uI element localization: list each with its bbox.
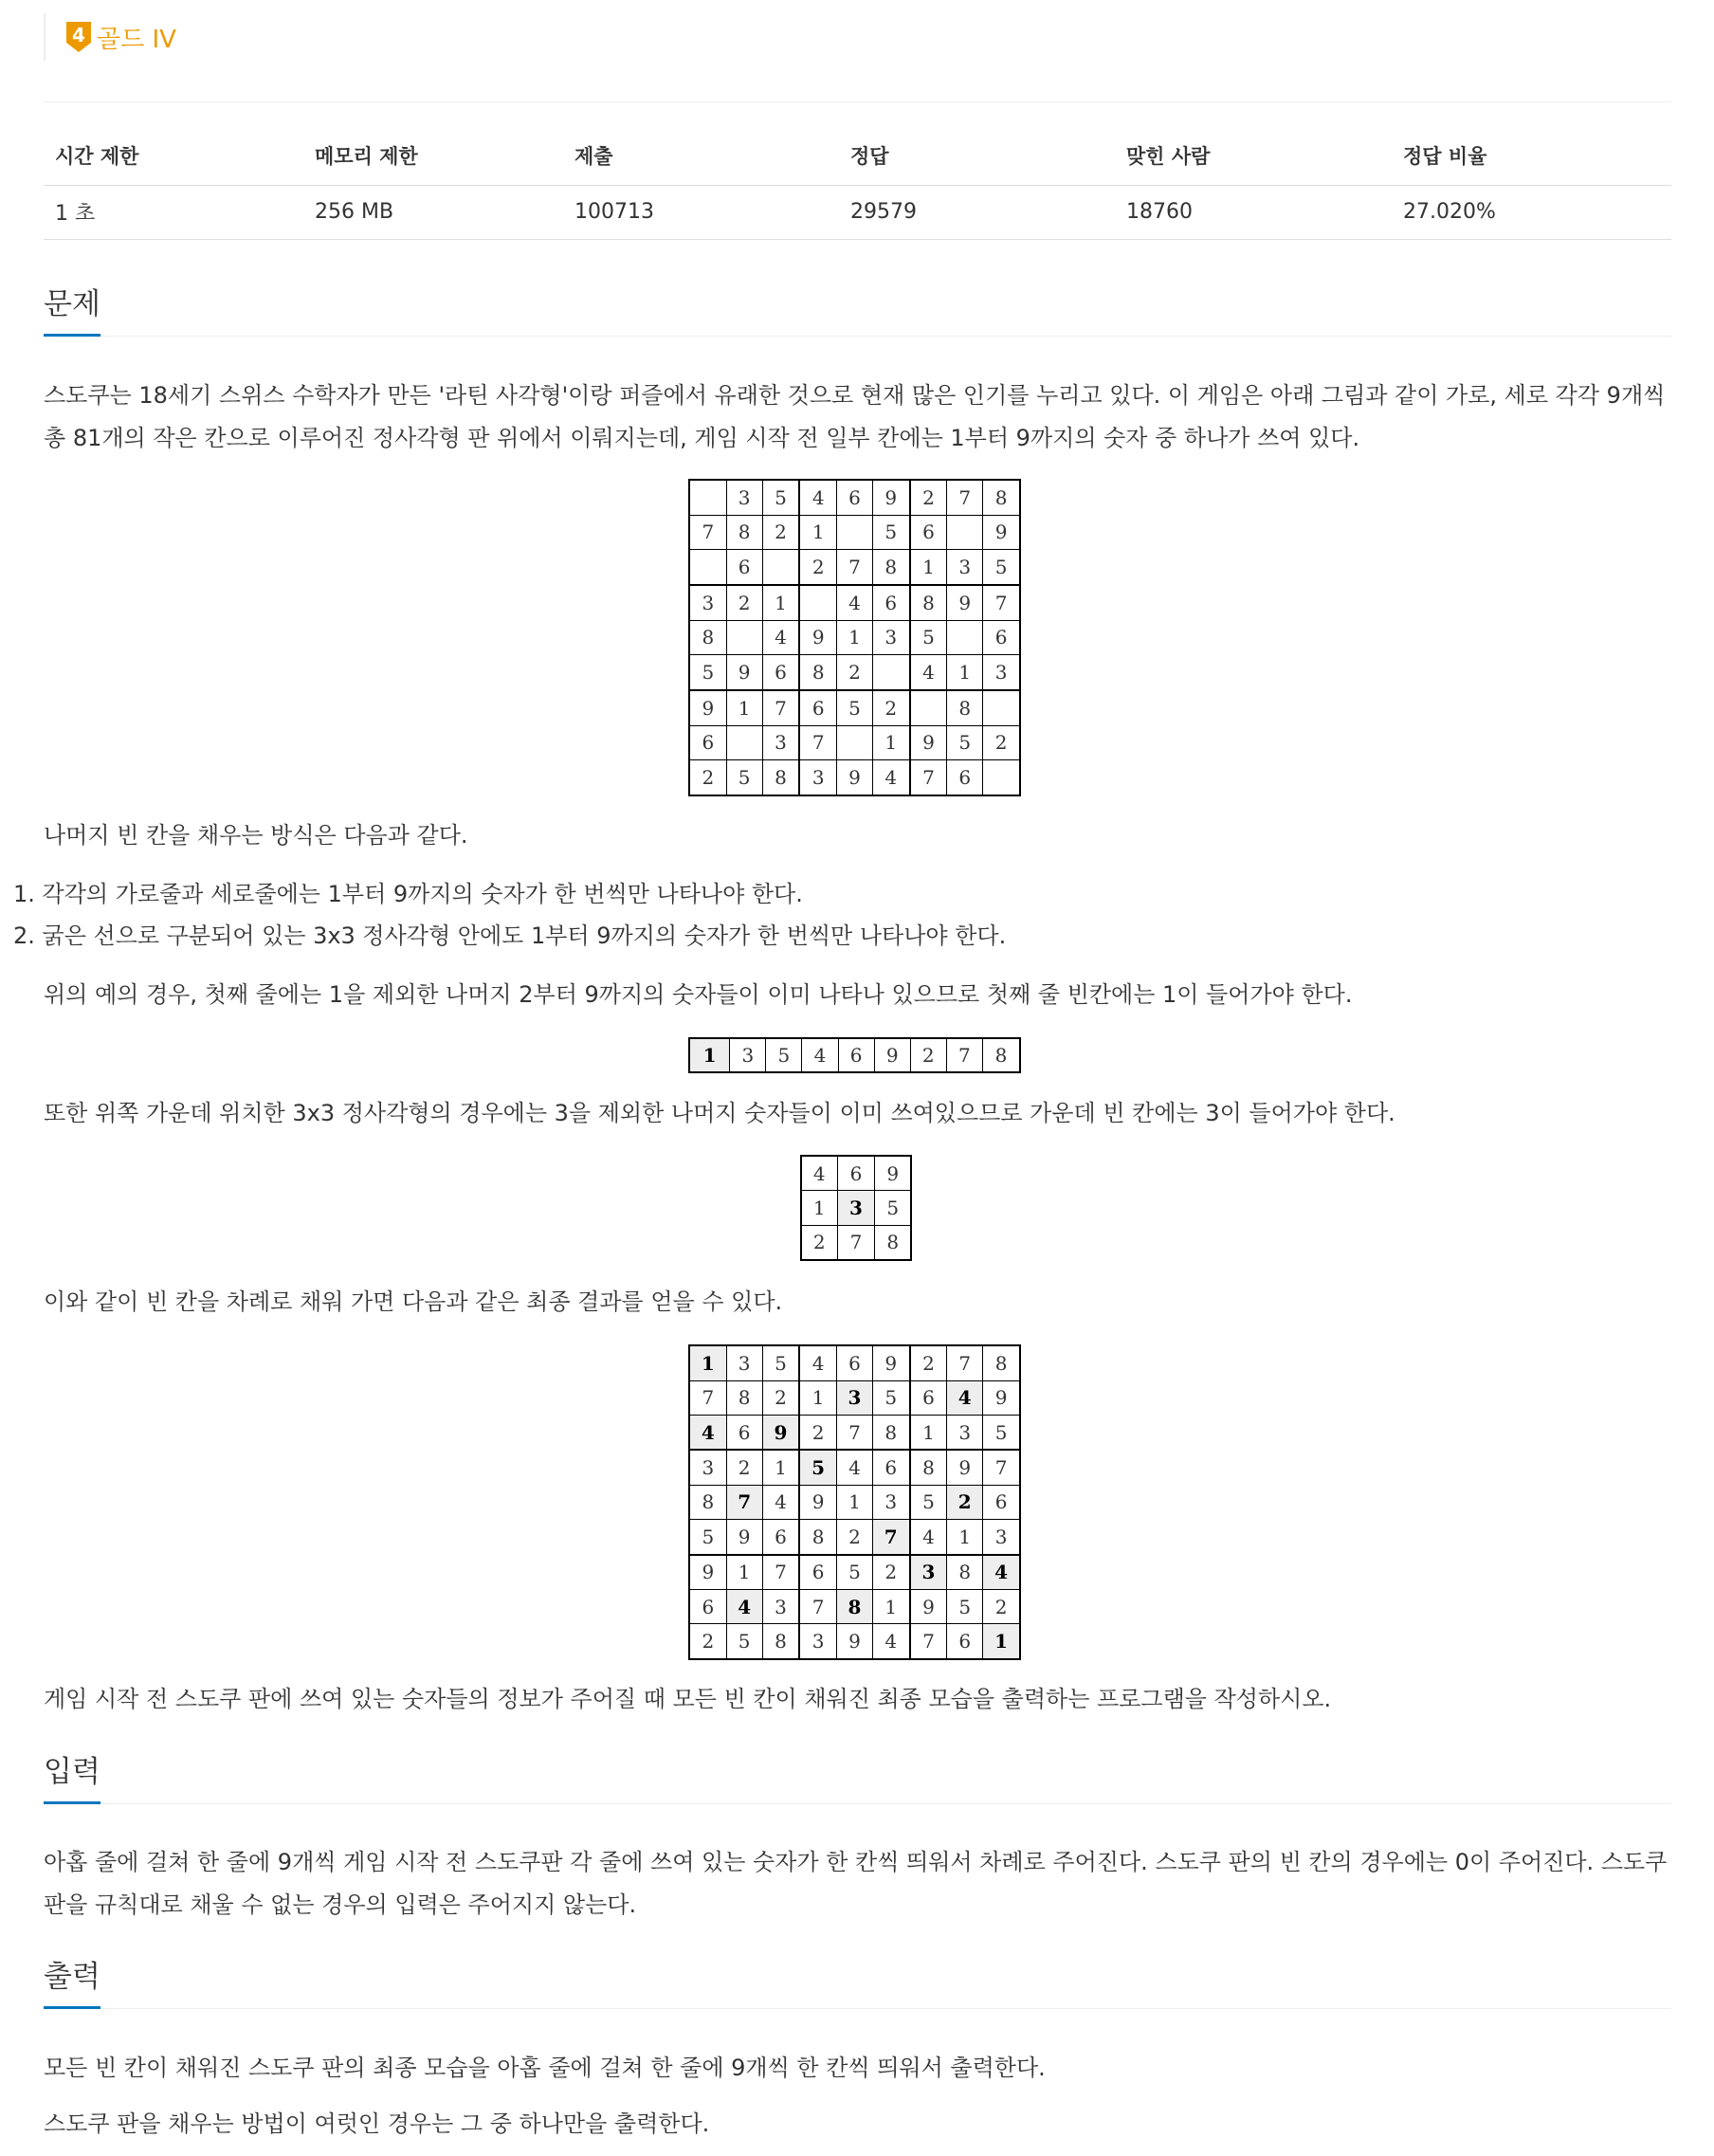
grid-cell <box>689 480 726 515</box>
grid-row <box>689 1485 1020 1519</box>
grid-cell: 7 <box>910 760 947 795</box>
grid-cell: 4 <box>910 1520 947 1555</box>
grid-cell: 7 <box>762 1555 799 1590</box>
stats-solvers[interactable]: 18760 <box>1115 185 1392 239</box>
stats-time-limit: 1 초 <box>44 185 303 239</box>
grid-cell: 5 <box>872 515 909 550</box>
grid-row <box>689 1038 1020 1072</box>
grid-cell: 8 <box>689 620 726 655</box>
grid-cell: 4 <box>910 655 947 690</box>
grid-row <box>689 1520 1020 1555</box>
grid-cell: 1 <box>689 1345 726 1380</box>
grid-cell: 1 <box>872 725 909 760</box>
grid-cell: 5 <box>762 1345 799 1380</box>
grid-cell: 7 <box>946 1038 982 1072</box>
grid-cell: 4 <box>689 1415 726 1450</box>
input-description: 아홉 줄에 걸쳐 한 줄에 9개씩 게임 시작 전 스도쿠판 각 줄에 쓰여 있는 숫자가 한 칸씩 띄워서 차례로 주어진다. 스도쿠 판의 빈 칸의 경우에는 0이 주어진다. 스도쿠 판을 규칙대로 채울 수 없는 경우의 입력은 주어지지 않는다. <box>44 1849 1668 1918</box>
input-section-header <box>44 1752 1671 1804</box>
gold-tier-icon: 4 <box>66 22 91 52</box>
grid-row <box>689 515 1020 550</box>
grid-cell <box>837 515 873 550</box>
grid-cell: 3 <box>726 480 762 515</box>
grid-cell: 3 <box>799 760 836 795</box>
grid-cell: 7 <box>836 1415 872 1450</box>
grid-row <box>689 760 1020 795</box>
grid-cell: 5 <box>836 1555 872 1590</box>
grid-cell: 9 <box>983 515 1020 550</box>
grid-cell: 2 <box>836 1520 872 1555</box>
grid-cell: 6 <box>689 1590 726 1624</box>
grid-cell: 4 <box>983 1555 1020 1590</box>
grid-cell: 4 <box>762 620 799 655</box>
grid-cell: 3 <box>872 1485 909 1519</box>
grid-cell: 2 <box>983 1590 1020 1624</box>
grid-cell: 6 <box>726 550 762 585</box>
grid-cell <box>910 690 947 725</box>
stats-memory-limit: 256 MB <box>303 185 563 239</box>
grid-cell: 3 <box>730 1038 766 1072</box>
section-title-output: 출력 <box>44 1957 100 2009</box>
grid-cell: 7 <box>983 585 1020 620</box>
grid-cell: 7 <box>726 1485 762 1519</box>
grid-cell: 5 <box>910 1485 947 1519</box>
grid-cell: 2 <box>689 760 726 795</box>
grid-cell: 1 <box>801 1191 837 1225</box>
grid-cell: 9 <box>947 585 983 620</box>
grid-cell: 9 <box>910 725 947 760</box>
grid-cell: 6 <box>872 1450 909 1485</box>
grid-cell: 6 <box>689 725 726 760</box>
grid-cell: 6 <box>762 1520 799 1555</box>
grid-cell: 2 <box>910 1038 946 1072</box>
grid-cell: 4 <box>801 1156 837 1191</box>
grid-row <box>689 1555 1020 1590</box>
grid-cell: 5 <box>689 655 726 690</box>
grid-cell: 6 <box>762 655 799 690</box>
grid-cell: 8 <box>875 1225 911 1260</box>
grid-cell: 2 <box>983 725 1020 760</box>
grid-cell: 6 <box>910 515 947 550</box>
grid-cell: 8 <box>762 1624 799 1659</box>
grid-cell: 6 <box>910 1380 947 1415</box>
grid-cell: 1 <box>726 690 762 725</box>
grid-cell: 8 <box>762 760 799 795</box>
grid-cell: 6 <box>872 585 909 620</box>
output-section-header <box>44 1957 1671 2009</box>
grid-cell: 3 <box>910 1555 947 1590</box>
grid-cell: 4 <box>836 1450 872 1485</box>
grid-cell: 5 <box>766 1038 802 1072</box>
grid-cell: 3 <box>983 655 1020 690</box>
grid-cell: 3 <box>689 585 726 620</box>
grid-cell: 8 <box>799 1520 836 1555</box>
grid-row <box>689 550 1020 585</box>
tier-label: 골드 IV <box>97 25 176 54</box>
grid-cell: 9 <box>689 690 726 725</box>
grid-row <box>689 690 1020 725</box>
grid-cell: 6 <box>947 760 983 795</box>
grid-cell: 3 <box>947 1415 983 1450</box>
sudoku-solution-grid <box>688 1344 1021 1660</box>
problem-paragraph-rules-intro: 나머지 빈 칸을 채우는 방식은 다음과 같다. <box>44 822 468 849</box>
grid-row <box>801 1156 911 1191</box>
grid-cell: 8 <box>982 1038 1020 1072</box>
grid-row <box>689 1590 1020 1624</box>
grid-cell: 8 <box>947 1555 983 1590</box>
output-description: 모든 빈 칸이 채워진 스도쿠 판의 최종 모습을 아홉 줄에 걸쳐 한 줄에 9개씩 한 칸씩 띄워서 출력한다. <box>44 2055 1046 2081</box>
grid-row <box>689 725 1020 760</box>
grid-cell <box>983 690 1020 725</box>
grid-cell: 6 <box>838 1038 874 1072</box>
grid-cell: 7 <box>837 1225 875 1260</box>
problem-stats-table <box>44 127 1671 240</box>
grid-cell: 8 <box>910 585 947 620</box>
grid-cell: 1 <box>872 1590 909 1624</box>
grid-cell: 8 <box>983 1345 1020 1380</box>
grid-cell: 6 <box>947 1624 983 1659</box>
tier-badge[interactable] <box>44 13 176 61</box>
rule-item: 1. 각각의 가로줄과 세로줄에는 1부터 9까지의 숫자가 한 번씩만 나타나야 한다. <box>13 881 803 907</box>
rules-list <box>13 873 1682 957</box>
problem-paragraph-solution-intro: 이와 같이 빈 칸을 차례로 채워 가면 다음과 같은 최종 결과를 얻을 수 있다. <box>44 1288 783 1315</box>
grid-cell: 3 <box>983 1520 1020 1555</box>
grid-cell: 1 <box>947 1520 983 1555</box>
grid-row <box>689 1415 1020 1450</box>
grid-cell: 8 <box>910 1450 947 1485</box>
grid-cell: 5 <box>689 1520 726 1555</box>
stats-header-submissions: 제출 <box>563 127 839 185</box>
grid-cell: 3 <box>799 1624 836 1659</box>
grid-cell: 9 <box>983 1380 1020 1415</box>
grid-cell: 7 <box>947 480 983 515</box>
grid-cell: 5 <box>726 760 762 795</box>
grid-cell: 3 <box>689 1450 726 1485</box>
grid-cell: 9 <box>689 1555 726 1590</box>
grid-cell: 2 <box>910 480 947 515</box>
grid-cell <box>799 585 836 620</box>
sudoku-row-example <box>688 1037 1021 1073</box>
grid-cell: 6 <box>983 1485 1020 1519</box>
grid-cell: 9 <box>947 1450 983 1485</box>
grid-cell: 4 <box>762 1485 799 1519</box>
grid-cell <box>837 725 873 760</box>
grid-cell: 2 <box>872 1555 909 1590</box>
grid-cell: 5 <box>983 1415 1020 1450</box>
stats-header-solvers: 맞힌 사람 <box>1115 127 1392 185</box>
grid-cell: 1 <box>689 1038 730 1072</box>
grid-cell: 4 <box>872 1624 909 1659</box>
grid-cell: 7 <box>799 1590 836 1624</box>
grid-cell: 9 <box>872 1345 909 1380</box>
grid-cell: 8 <box>689 1485 726 1519</box>
grid-cell: 3 <box>762 1590 799 1624</box>
grid-row <box>689 1345 1020 1380</box>
problem-paragraph-row-example: 위의 예의 경우, 첫째 줄에는 1을 제외한 나머지 2부터 9까지의 숫자들이 이미 나타나 있으므로 첫째 줄 빈칸에는 1이 들어가야 한다. <box>44 981 1353 1008</box>
grid-cell: 7 <box>983 1450 1020 1485</box>
grid-cell: 5 <box>947 725 983 760</box>
grid-cell: 4 <box>726 1590 762 1624</box>
problem-section-header <box>44 284 1671 337</box>
grid-cell: 5 <box>983 550 1020 585</box>
grid-cell: 8 <box>872 1415 909 1450</box>
grid-cell: 9 <box>799 620 836 655</box>
grid-cell: 1 <box>799 515 836 550</box>
problem-paragraph-task: 게임 시작 전 스도쿠 판에 쓰여 있는 숫자들의 정보가 주어질 때 모든 빈 칸이 채워진 최종 모습을 출력하는 프로그램을 작성하시오. <box>44 1686 1332 1712</box>
grid-cell <box>762 550 799 585</box>
stats-correct[interactable]: 29579 <box>839 185 1115 239</box>
grid-cell: 2 <box>689 1624 726 1659</box>
section-title-input: 입력 <box>44 1752 100 1804</box>
grid-cell: 1 <box>762 585 799 620</box>
grid-cell: 2 <box>762 1380 799 1415</box>
grid-cell <box>947 620 983 655</box>
grid-cell: 5 <box>947 1590 983 1624</box>
grid-cell: 6 <box>836 1345 872 1380</box>
rule-item: 2. 굵은 선으로 구분되어 있는 3x3 정사각형 안에도 1부터 9까지의 숫자가 한 번씩만 나타나야 한다. <box>13 923 1007 949</box>
grid-cell: 5 <box>762 480 799 515</box>
grid-cell: 1 <box>836 1485 872 1519</box>
grid-cell: 6 <box>799 690 836 725</box>
grid-cell <box>947 515 983 550</box>
stats-submissions[interactable]: 100713 <box>563 185 839 239</box>
grid-cell: 2 <box>762 515 799 550</box>
stats-header-row <box>44 127 1671 185</box>
grid-cell: 1 <box>837 620 873 655</box>
grid-cell: 8 <box>726 1380 762 1415</box>
grid-row <box>689 655 1020 690</box>
grid-cell: 2 <box>726 1450 762 1485</box>
grid-cell: 5 <box>726 1624 762 1659</box>
stats-header-ratio: 정답 비율 <box>1392 127 1671 185</box>
grid-cell: 8 <box>726 515 762 550</box>
grid-cell: 8 <box>872 550 909 585</box>
grid-cell: 9 <box>872 480 909 515</box>
grid-cell: 4 <box>799 1345 836 1380</box>
stats-header-memory-limit: 메모리 제한 <box>303 127 563 185</box>
grid-cell: 3 <box>837 1191 875 1225</box>
grid-cell: 5 <box>910 620 947 655</box>
grid-cell: 6 <box>837 1156 875 1191</box>
sudoku-puzzle-grid <box>688 479 1021 796</box>
grid-cell: 8 <box>836 1590 872 1624</box>
grid-row <box>801 1225 911 1260</box>
grid-cell: 9 <box>875 1156 911 1191</box>
grid-cell: 2 <box>801 1225 837 1260</box>
grid-cell <box>726 725 762 760</box>
stats-header-time-limit: 시간 제한 <box>44 127 303 185</box>
grid-cell: 1 <box>762 1450 799 1485</box>
grid-row <box>689 480 1020 515</box>
stats-header-correct: 정답 <box>839 127 1115 185</box>
grid-cell: 5 <box>799 1450 836 1485</box>
grid-cell: 1 <box>910 550 947 585</box>
grid-cell: 3 <box>762 725 799 760</box>
problem-paragraph-box-example: 또한 위쪽 가운데 위치한 3x3 정사각형의 경우에는 3을 제외한 나머지 숫자들이 이미 쓰여있으므로 가운데 빈 칸에는 3이 들어가야 한다. <box>44 1100 1395 1126</box>
grid-row <box>801 1191 911 1225</box>
grid-row <box>689 620 1020 655</box>
grid-cell: 3 <box>947 550 983 585</box>
grid-cell: 7 <box>762 690 799 725</box>
grid-row <box>689 1624 1020 1659</box>
grid-cell: 9 <box>837 760 873 795</box>
grid-cell: 9 <box>762 1415 799 1450</box>
divider <box>44 101 1671 102</box>
grid-cell: 3 <box>726 1345 762 1380</box>
grid-cell: 7 <box>689 1380 726 1415</box>
grid-cell: 3 <box>836 1380 872 1415</box>
grid-cell: 4 <box>799 480 836 515</box>
grid-cell: 4 <box>802 1038 838 1072</box>
grid-cell: 4 <box>837 585 873 620</box>
grid-cell: 3 <box>872 620 909 655</box>
grid-cell: 6 <box>799 1555 836 1590</box>
stats-ratio: 27.020% <box>1392 185 1671 239</box>
problem-description: 스도쿠는 18세기 스위스 수학자가 만든 '라틴 사각형'이랑 퍼즐에서 유래한 것으로 현재 많은 인기를 누리고 있다. 이 게임은 아래 그림과 같이 가로, 세로 각각 9개씩 총 81개의 작은 칸으로 이루어진 정사각형 판 위에서 이뤄지는데, 게임 시작 전 일부 칸에는 1부터 9까지의 숫자 중 하나가 쓰여 있다. <box>44 382 1666 451</box>
grid-cell: 2 <box>799 1415 836 1450</box>
grid-cell: 8 <box>983 480 1020 515</box>
grid-cell: 4 <box>947 1380 983 1415</box>
grid-cell <box>726 620 762 655</box>
grid-cell: 1 <box>947 655 983 690</box>
grid-cell: 2 <box>910 1345 947 1380</box>
grid-cell: 2 <box>799 550 836 585</box>
grid-cell: 7 <box>872 1520 909 1555</box>
grid-cell <box>872 655 909 690</box>
grid-cell: 2 <box>872 690 909 725</box>
grid-cell: 2 <box>837 655 873 690</box>
grid-cell: 6 <box>726 1415 762 1450</box>
section-title-problem: 문제 <box>44 284 100 337</box>
sudoku-box-example <box>800 1155 912 1261</box>
grid-cell: 7 <box>947 1345 983 1380</box>
grid-cell: 2 <box>726 585 762 620</box>
grid-cell: 8 <box>799 655 836 690</box>
grid-cell: 1 <box>726 1555 762 1590</box>
stats-value-row <box>44 185 1671 239</box>
grid-cell: 9 <box>910 1590 947 1624</box>
grid-cell: 1 <box>799 1380 836 1415</box>
grid-cell: 1 <box>910 1415 947 1450</box>
grid-cell: 6 <box>837 480 873 515</box>
grid-row <box>689 585 1020 620</box>
grid-cell: 7 <box>689 515 726 550</box>
grid-cell: 9 <box>836 1624 872 1659</box>
grid-cell: 9 <box>726 1520 762 1555</box>
grid-cell <box>689 550 726 585</box>
grid-cell: 5 <box>872 1380 909 1415</box>
grid-cell: 5 <box>837 690 873 725</box>
grid-cell: 1 <box>983 1624 1020 1659</box>
grid-cell: 9 <box>799 1485 836 1519</box>
output-description-note: 스도쿠 판을 채우는 방법이 여럿인 경우는 그 중 하나만을 출력한다. <box>44 2110 710 2137</box>
grid-cell: 5 <box>875 1191 911 1225</box>
grid-cell: 9 <box>874 1038 910 1072</box>
grid-cell: 8 <box>947 690 983 725</box>
grid-cell: 4 <box>872 760 909 795</box>
grid-cell <box>983 760 1020 795</box>
grid-row <box>689 1380 1020 1415</box>
grid-cell: 7 <box>910 1624 947 1659</box>
grid-cell: 7 <box>799 725 836 760</box>
grid-cell: 7 <box>837 550 873 585</box>
grid-cell: 6 <box>983 620 1020 655</box>
grid-cell: 2 <box>947 1485 983 1519</box>
grid-cell: 9 <box>726 655 762 690</box>
grid-row <box>689 1450 1020 1485</box>
